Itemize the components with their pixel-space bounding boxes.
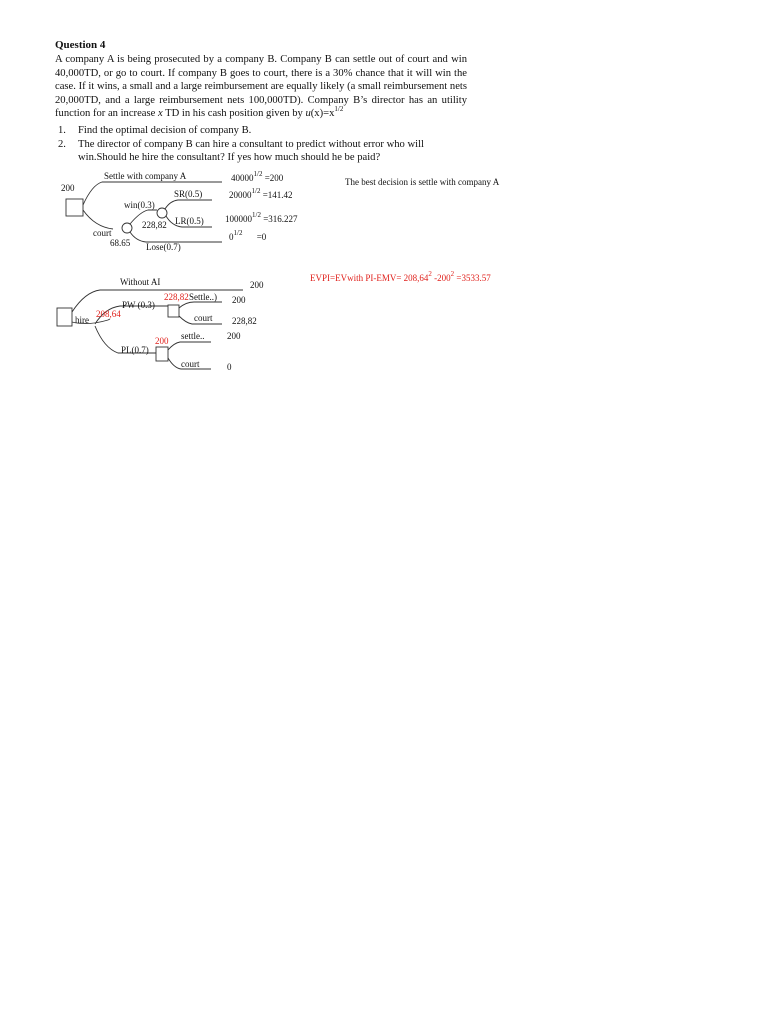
utility-exponent: 1/2 [334,105,344,113]
court-label: court [93,228,112,238]
evpi-suffix: =3533.57 [454,273,491,283]
outcome-base: 20000 [229,190,252,200]
court-node-value: 68.65 [110,238,131,248]
outcome-base: 100000 [225,214,252,224]
lose-branch [130,232,222,242]
pw-settle-branch [179,302,222,308]
settle-label: Settle with company A [104,171,187,181]
outcome-result: =316.227 [263,214,298,224]
outcome-settle [231,170,284,183]
outcome-exponent: 1/2 [251,187,261,195]
sr-label: SR(0.5) [174,189,203,199]
evpi-exponent-2: 2 [450,270,455,278]
utility-u: u [305,108,311,119]
question-text: A company A is being prosecuted by a company B. Company B can settle out of court and win 40,000TD, or go to court. If company B goes to court, there is a 30% chance that it will win the case. If it wins, a small and a large reimbursement are equally likely (a small reimbursement nets 20,000TD, and a large reimbursement nets 100,000TD). Company B’s director has an utility function for an increase [55,54,467,119]
utility-function: (x)=x [310,108,335,119]
outcome-base: 40000 [231,173,254,183]
win-node-value: 228,82 [142,220,167,230]
chance-node-court [122,223,132,233]
list-item-number: 1. [58,125,66,136]
pw-court-value: 228,82 [232,316,257,326]
variable-x: x [157,108,163,119]
pl-settle-label: settle.. [181,331,205,341]
root-value: 200 [61,183,75,193]
decision-node-pl [156,347,168,361]
court-branch [83,210,113,229]
outcome-exponent: 1/2 [233,229,243,237]
outcome-result: =141.42 [262,190,293,200]
pw-court-label: court [194,313,213,323]
decision-node-pw [168,305,179,317]
evpi-exponent-1: 2 [428,270,432,278]
without-ai-value: 200 [250,280,264,290]
pw-label: PW (0.3) [122,300,155,310]
outcome-base: 0 [229,232,234,242]
win-label: win(0.3) [124,200,155,210]
evpi-middle: -200 [431,273,451,283]
pl-court-value: 0 [227,362,232,372]
question-text-2: TD in his cash position given by [162,108,306,119]
without-ai-label: Without AI [120,277,161,287]
outcome-result: =200 [264,173,284,183]
outcome-lose [229,229,267,242]
question-title: Question 4 [55,39,106,51]
chance-node-win [157,208,167,218]
list-item-text: The director of company B can hire a consultant to predict without error who will win.Should he hire the consultant? If yes how much should he be paid? [78,138,424,163]
decision-node-2 [57,308,72,326]
hire-label: hire [75,315,89,325]
evpi-formula [310,270,491,283]
pl-settle-branch [168,342,211,350]
pw-value: 228,82 [164,292,189,302]
pl-settle-value: 200 [227,331,241,341]
list-item-number: 2. [58,138,66,150]
pl-value: 200 [155,336,169,346]
pw-settle-value: 200 [232,295,246,305]
pl-court-label: court [181,359,200,369]
outcome-result: =0 [256,232,267,242]
outcome-lr [225,211,298,224]
outcome-exponent: 1/2 [252,211,261,219]
evpi-prefix: EVPI=EVwith PI-EMV= 208,64 [310,273,429,283]
pw-settle-label: Settle..) [189,292,217,302]
list-item-text: Find the optimal decision of company B. [78,125,252,136]
decision-node-1 [66,199,83,216]
outcome-exponent: 1/2 [253,170,263,178]
pl-label: PL(0.7) [121,345,149,355]
outcome-sr [229,187,293,200]
conclusion-text: The best decision is settle with company A [345,177,500,187]
sr-branch [165,200,212,209]
lr-label: LR(0.5) [175,216,204,226]
hire-value: 208,64 [96,309,121,319]
lose-label: Lose(0.7) [146,242,181,252]
